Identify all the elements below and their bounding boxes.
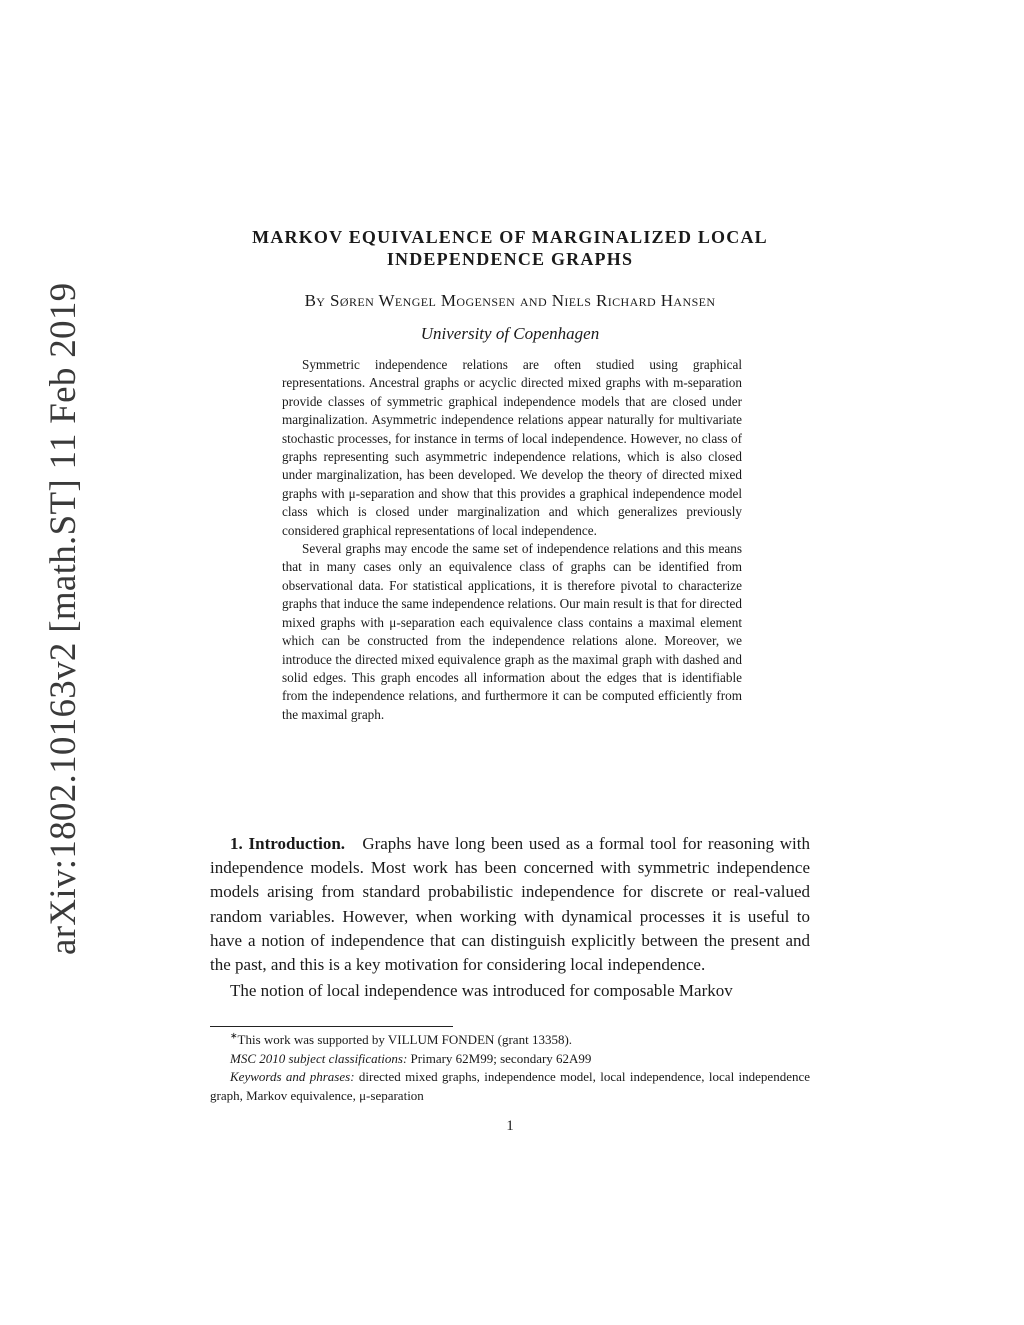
abstract-paragraph-2: Several graphs may encode the same set of independence relations and this means that in many cases only an equivalence class of graphs can be identified from observational data. For statistical applications, it is therefore pivotal to characterize graphs that induce the same independence relations. Our main result is that for directed mixed graphs with μ-separation each equivalence class contains a maximal element which can be constructed from the independence relations alone. Moreover, we introduce the directed mixed equivalence graph as the maximal graph with dashed and solid edges. This graph encodes all information about the edges that is identifiable from the independence relations, and furthermore it can be computed efficiently from the maximal graph. [282, 541, 742, 722]
arxiv-identifier[interactable]: arXiv:1802.10163v2 [math.ST] 11 Feb 2019 [43, 282, 84, 955]
footnotes [210, 1031, 810, 1105]
title-line-2: INDEPENDENCE GRAPHS [386, 249, 634, 269]
funding-footnote [210, 1031, 810, 1050]
page-number: 1 [506, 1118, 514, 1134]
msc-value: Primary 62M99; secondary 62A99 [410, 1050, 592, 1066]
keywords-label: Keywords and phrases: [230, 1069, 355, 1084]
introduction-paragraph-1-text: Graphs have long been used as a formal tool for reasoning with independence models. Most work has been concerned with symmetric independence models arising from standard probabilistic independence for discrete or real-valued random variables. However, when working with dynamical processes it is useful to have a notion of independence that can distinguish explicitly between the present and the past, and this is a key motivation for considering local independence. [210, 834, 810, 975]
msc-label: MSC 2010 subject classifications: [230, 1050, 408, 1066]
introduction-paragraph-2: The notion of local independence was introduced for composable Markov [230, 981, 733, 1001]
footnote-rule [210, 1026, 453, 1027]
affiliation: University of Copenhagen [420, 324, 600, 343]
keywords-footnote [210, 1068, 810, 1105]
abstract [282, 356, 742, 724]
abstract-paragraph-1: Symmetric independence relations are often studied using graphical representations. Ancestral graphs or acyclic directed mixed graphs with m-separation provide classes of symmetric graphical independence models that are closed under marginalization. Asymmetric independence relations appear naturally for multivariate stochastic processes, for instance in terms of local independence. However, no class of graphs representing such asymmetric independence relations, which is also closed under marginalization, has been developed. We develop the theory of directed mixed graphs with μ-separation and show that this provides a graphical independence model class which is closed under marginalization and which generalizes previously considered graphical representations of local independence. [282, 357, 742, 538]
funding-text: This work was supported by VILLUM FONDEN (grant 13358). [237, 1032, 573, 1047]
msc-footnote [210, 1050, 810, 1069]
introduction-section [210, 832, 810, 1003]
title-line-1: MARKOV EQUIVALENCE OF MARGINALIZED LOCAL [252, 227, 768, 247]
section-heading: 1. Introduction. [230, 834, 346, 853]
footnote-mark: ∗ [230, 1030, 238, 1041]
introduction-paragraph-1 [210, 832, 810, 977]
paper-title [210, 226, 810, 270]
keywords-value: directed mixed graphs, independence model, local independence, local independence graph, Markov equivalence, μ-separation [210, 1069, 811, 1103]
author-list: By Søren Wengel Mogensen and Niels Richard Hansen [304, 291, 716, 310]
